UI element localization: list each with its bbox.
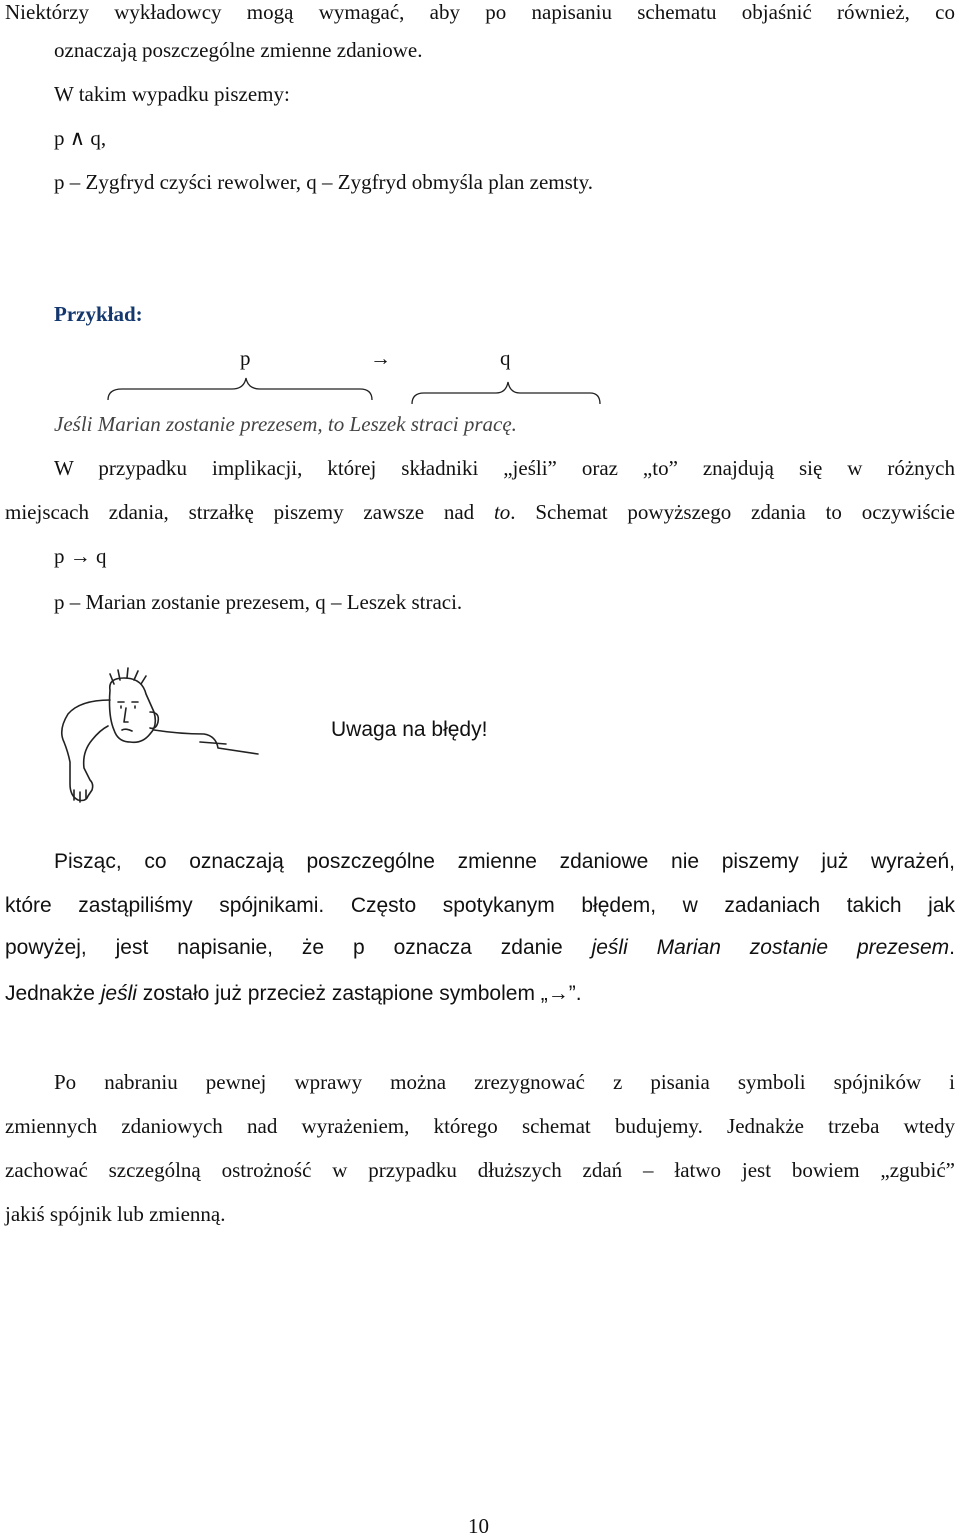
example-var-q: q: [500, 346, 511, 370]
example-var-p: p: [240, 346, 251, 370]
warning-line-2: które zastąpiliśmy spójnikami. Często spotykanym błędem, w zadaniach takich jak: [5, 894, 955, 917]
closing-line-4: jakiś spójnik lub zmienną.: [5, 1202, 226, 1226]
warning-example-sentence: jeśli Marian zostanie prezesem: [591, 936, 950, 959]
warning-line-4: [5, 982, 582, 1006]
explanation-to-word: to: [493, 500, 511, 524]
explanation-line-2-start: miejscach zdania, strzałkę piszemy zawsze nad: [5, 500, 494, 524]
formula-p-and-q: p ∧ q,: [54, 126, 107, 150]
example-title: Przykład:: [54, 302, 143, 326]
warning-line-4-start: Jednakże: [5, 982, 101, 1005]
formula-p-implies-q: p → q: [54, 544, 107, 568]
warning-line-1: Pisząc, co oznaczają poszczególne zmienne zdaniowe nie piszemy już wyrażeń,: [54, 850, 955, 873]
warning-line-3-end: .: [949, 936, 955, 959]
intro-line-2: oznaczają poszczególne zmienne zdaniowe.: [54, 38, 423, 62]
intro-legend: p – Zygfryd czyści rewolwer, q – Zygfryd obmyśla plan zemsty.: [54, 170, 593, 194]
closing-line-1: Po nabraniu pewnej wprawy można zrezygnować z pisania symboli spójników i: [54, 1070, 955, 1094]
warning-heading: Uwaga na błędy!: [331, 718, 488, 741]
intro-line-3: W takim wypadku piszemy:: [54, 82, 290, 106]
explanation-line-2-end: . Schemat powyższego zdania to oczywiście: [510, 500, 955, 524]
intro-line-1: Niektórzy wykładowcy mogą wymagać, aby po napisaniu schematu objaśnić również, co: [5, 0, 955, 24]
warning-jesli-word: jeśli: [100, 982, 137, 1005]
closing-line-3: zachować szczególną ostrożność w przypadku dłuższych zdań – łatwo jest bowiem „zgubić”: [5, 1158, 955, 1182]
warning-line-4-end: zostało już przecież zastąpione symbolem „→”.: [136, 982, 582, 1005]
example-sentence: Jeśli Marian zostanie prezesem, to Leszek straci pracę.: [54, 412, 517, 436]
example-arrow: →: [370, 346, 391, 370]
explanation-line-1: W przypadku implikacji, której składniki „jeśli” oraz „to” znajdują się w różnych: [54, 456, 955, 480]
explanation-legend: p – Marian zostanie prezesem, q – Leszek straci.: [54, 590, 463, 614]
warning-line-3-start: powyżej, jest napisanie, że p oznacza zdanie: [5, 936, 592, 959]
page-number: 10: [468, 1514, 489, 1538]
closing-line-2: zmiennych zdaniowych nad wyrażeniem, którego schemat budujemy. Jednakże trzeba wtedy: [5, 1114, 955, 1138]
warning-line-3: [5, 936, 955, 960]
